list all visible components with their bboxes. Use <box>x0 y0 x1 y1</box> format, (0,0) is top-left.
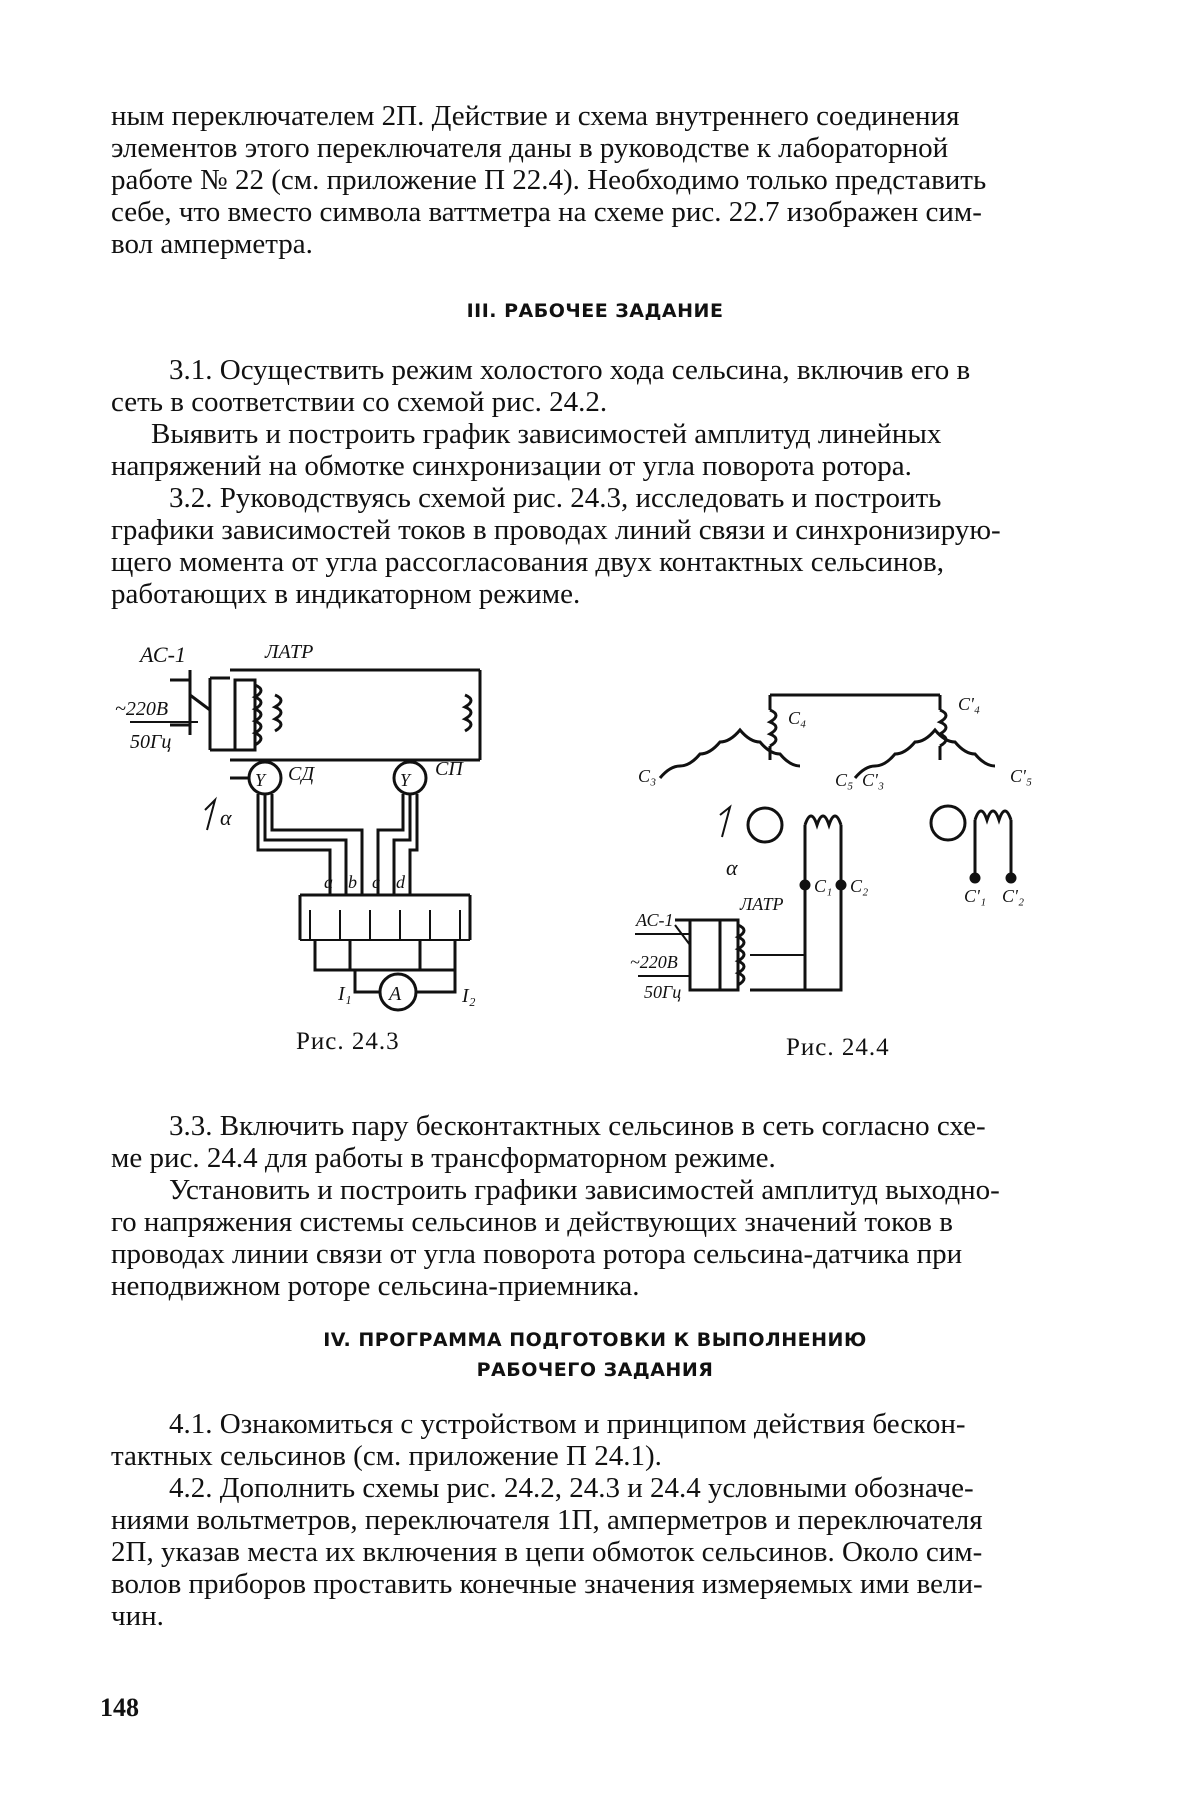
label-220v: ~220В <box>630 952 678 972</box>
label-b: b <box>348 872 357 892</box>
label-c1: C₁ <box>814 876 833 896</box>
section-4-heading <box>111 1325 1079 1385</box>
label-c3: C₃ <box>638 766 657 786</box>
label-sd: СД <box>288 763 315 785</box>
label-ammeter: A <box>389 983 402 1005</box>
label-c1-prime: C'₁ <box>964 886 987 906</box>
text-line: проводах линии связи от угла поворота ротора сельсина-датчика при <box>111 1238 963 1270</box>
figure-24-3-circuit <box>110 640 580 1020</box>
text-line: ниями вольтметров, переключателя 1П, амперметров и переключателя <box>111 1504 983 1536</box>
page-number: 148 <box>100 1693 139 1722</box>
text-line: 4.1. Ознакомиться с устройством и принципом действия бескон- <box>169 1408 966 1440</box>
text-line: ме рис. 24.4 для работы в трансформаторном режиме. <box>111 1142 776 1174</box>
text-line: волов приборов проставить конечные значения измеряемых ими вели- <box>111 1568 983 1600</box>
label-c2-prime: C'₂ <box>1002 886 1025 906</box>
label-ac1: АС-1 <box>636 910 674 930</box>
label-220v: ~220В <box>115 698 169 720</box>
label-alpha: α <box>726 855 738 880</box>
text-line: 3.3. Включить пару бесконтактных сельсинов в сеть согласно схе- <box>169 1110 986 1142</box>
text-line: тактных сельсинов (см. приложение П 24.1). <box>111 1440 662 1472</box>
text-line: графики зависимостей токов в проводах линий связи и синхронизирую- <box>111 514 1001 546</box>
text-line: работе № 22 (см. приложение П 22.4). Необходимо только представить <box>111 164 987 196</box>
text-line: неподвижном роторе сельсина-приемника. <box>111 1270 640 1302</box>
label-c4-prime: C'₄ <box>958 694 981 714</box>
label-c5: C₅ <box>835 770 854 790</box>
label-c4: C₄ <box>788 708 807 728</box>
text-line: щего момента от угла рассогласования двух контактных сельсинов, <box>111 546 944 578</box>
svg-text:Y: Y <box>255 770 266 790</box>
section-3-heading: III. РАБОЧЕЕ ЗАДАНИЕ <box>466 300 724 322</box>
text-line: Выявить и построить график зависимостей амплитуд линейных <box>151 418 942 450</box>
label-a: а <box>324 872 333 892</box>
text-line: сеть в соответствии со схемой рис. 24.2. <box>111 386 608 418</box>
text-line: вол амперметра. <box>111 228 313 260</box>
figure-24-4-circuit <box>630 680 1050 1020</box>
label-latr: ЛАТР <box>265 641 314 663</box>
text-line: 3.2. Руководствуясь схемой рис. 24.3, исследовать и построить <box>169 482 942 514</box>
intro-paragraph <box>111 100 1079 260</box>
text-line: Установить и построить графики зависимостей амплитуд выходно- <box>169 1174 1000 1206</box>
section-4-heading-line-1: IV. ПРОГРАММА ПОДГОТОВКИ К ВЫПОЛНЕНИЮ <box>323 1329 867 1351</box>
paragraph-3-3 <box>111 1110 1079 1302</box>
label-latr: ЛАТР <box>740 894 784 914</box>
section-4-heading-line-2: РАБОЧЕГО ЗАДАНИЯ <box>476 1359 714 1381</box>
text-line: 4.2. Дополнить схемы рис. 24.2, 24.3 и 24.4 условными обозначе- <box>169 1472 974 1504</box>
figure-24-3-caption: Рис. 24.3 <box>296 1028 400 1055</box>
label-50hz: 50Гц <box>644 982 682 1002</box>
label-c5-prime: C'₅ <box>1010 766 1033 786</box>
text-line: работающих в индикаторном режиме. <box>111 578 581 610</box>
label-ac1: АС-1 <box>140 642 186 667</box>
paragraph-4-1 <box>111 1408 1079 1472</box>
text-line: чин. <box>111 1600 164 1632</box>
paragraph-4-2 <box>111 1472 1079 1632</box>
paragraph-3-1 <box>111 354 1079 482</box>
label-c3-prime: C'₃ <box>862 770 885 790</box>
label-c: c <box>372 872 380 892</box>
label-i2: I₂ <box>462 985 476 1007</box>
figure-24-4-caption: Рис. 24.4 <box>786 1034 890 1061</box>
text-line: 3.1. Осуществить режим холостого хода сельсина, включив его в <box>169 354 971 386</box>
paragraph-3-2 <box>111 482 1079 610</box>
label-d: d <box>396 872 405 892</box>
label-50hz: 50Гц <box>130 731 172 753</box>
label-i1: I₁ <box>338 983 352 1005</box>
text-line: ным переключателем 2П. Действие и схема внутреннего соединения <box>111 100 960 132</box>
text-line: го напряжения системы сельсинов и действующих значений токов в <box>111 1206 953 1238</box>
svg-text:Y: Y <box>400 770 411 790</box>
label-c2: C₂ <box>850 876 869 896</box>
label-alpha: α <box>220 805 232 830</box>
text-line: элементов этого переключателя даны в руководстве к лабораторной <box>111 132 949 164</box>
text-line: себе, что вместо символа ваттметра на схеме рис. 22.7 изображен сим- <box>111 196 982 228</box>
text-line: напряжений на обмотке синхронизации от угла поворота ротора. <box>111 450 912 482</box>
label-sp: СП <box>435 758 463 780</box>
text-line: 2П, указав места их включения в цепи обмоток сельсинов. Около сим- <box>111 1536 983 1568</box>
